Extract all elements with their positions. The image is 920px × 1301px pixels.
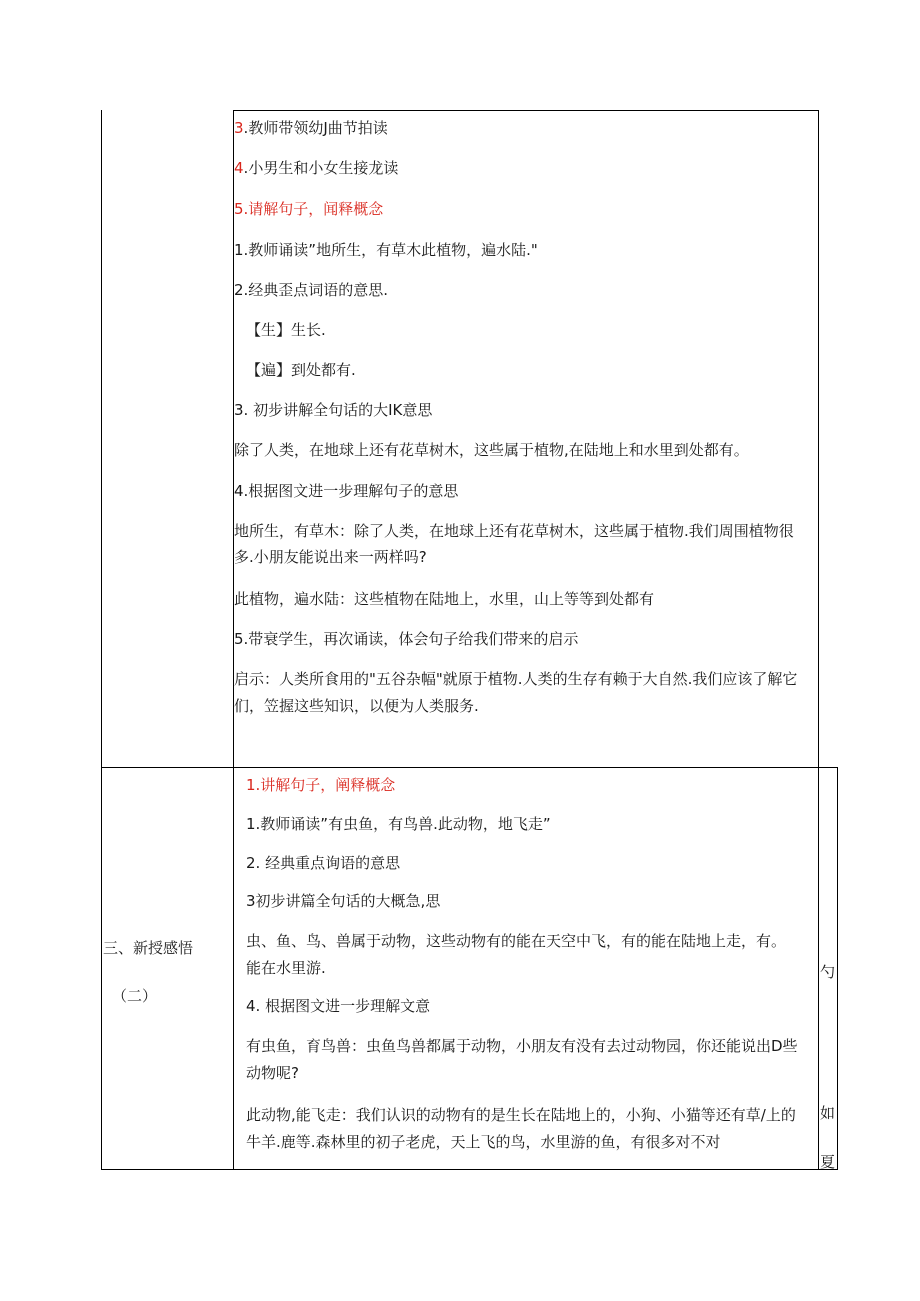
lesson2-explain-heading: 3初步讲篇全句话的大概急,思 bbox=[246, 892, 441, 910]
side-char-3: 夏 bbox=[820, 1153, 836, 1171]
key-words-heading: 2.经典歪点词语的意思. bbox=[234, 281, 389, 299]
step-3-number: 3 bbox=[234, 119, 244, 137]
animals-habitat-line1: 此动物,能飞走：我们认识的动物有的是生长在陆地上的，小狗、小猫等还有草/上的 bbox=[246, 1106, 796, 1124]
side-char-1: 勺 bbox=[820, 963, 836, 981]
teacher-recite-plants: 1.教师诵读”地所生，有草木此植物，遍水陆." bbox=[234, 241, 538, 259]
plants-explanation-line2: 多.小朋友能说出来一两样吗? bbox=[234, 548, 427, 566]
section-title: 三、新授感悟 bbox=[103, 939, 194, 957]
lesson2-key-words: 2. 经典重点询语的意思 bbox=[246, 854, 401, 872]
definition-sheng: 【生】生长. bbox=[246, 321, 326, 339]
plants-everywhere: 此植物，遍水陆：这些植物在陆地上，水里，山上等等到处都有 bbox=[234, 590, 655, 608]
animals-explanation-line2: 能在水里游. bbox=[246, 959, 326, 977]
step-4 bbox=[234, 158, 398, 178]
zoo-question-line2: 动物呢? bbox=[246, 1064, 299, 1082]
lesson2-picture-heading: 4. 根据图文进一步理解文意 bbox=[246, 997, 431, 1015]
picture-text-heading: 4.根据图文进一步理解句子的意思 bbox=[234, 482, 459, 500]
step-3-text: .教师带领幼J曲节拍读 bbox=[243, 119, 388, 137]
step-4-number: 4 bbox=[234, 159, 244, 177]
table-border-top bbox=[233, 110, 819, 111]
table-border-left-upper bbox=[101, 110, 102, 768]
explain-heading: 3. 初步讲解全句话的大IK意思 bbox=[234, 401, 433, 419]
table-border-left-lower bbox=[101, 767, 102, 1170]
inspiration-line2: 们，笠握这些知识，以便为人类服务. bbox=[234, 697, 479, 715]
table-border-right-upper bbox=[818, 110, 819, 768]
plants-explanation-line1: 地所生，有草木：除了人类，在地球上还有花草树木，这些属于植物.我们周围植物很 bbox=[234, 522, 794, 540]
step-4-text: .小男生和小女生接龙读 bbox=[243, 159, 399, 177]
animals-habitat-line2: 牛羊.鹿等.森林里的初子老虎，天上飞的鸟，水里游的鱼，有很多对不对 bbox=[246, 1133, 721, 1151]
side-char-2: 如 bbox=[820, 1104, 836, 1122]
lesson2-step-1-heading: 1.讲解句子，阐释概念 bbox=[246, 776, 396, 794]
table-divider-lower bbox=[233, 767, 234, 1170]
table-border-bottom bbox=[101, 1169, 838, 1170]
step-3 bbox=[234, 118, 388, 138]
explain-body: 除了人类，在地球上还有花草树木，这些属于植物,在陆地上和水里到处都有。 bbox=[234, 441, 749, 459]
step-5-heading: 5.请解句子，闻释概念 bbox=[234, 200, 384, 218]
teacher-recite-animals: 1.教师诵读”有虫鱼，有鸟兽.此动物，地飞走” bbox=[246, 815, 551, 833]
definition-bian: 【遍】到处都有. bbox=[246, 361, 356, 379]
animals-explanation-line1: 虫、鱼、鸟、兽属于动物，这些动物有的能在天空中飞，有的能在陆地上走，有。 bbox=[246, 932, 787, 950]
table-border-right-lower bbox=[837, 767, 838, 1170]
table-divider-side bbox=[818, 767, 819, 1170]
table-row-separator bbox=[101, 767, 838, 768]
reread-heading: 5.带衰学生，再次诵读，体会句子给我们带来的启示 bbox=[234, 630, 579, 648]
inspiration-line1: 启示：人类所食用的"五谷杂幅"就原于植物.人类的生存有赖于大自然.我们应该了解它 bbox=[234, 670, 798, 688]
zoo-question-line1: 有虫鱼，育鸟兽：虫鱼鸟兽都属于动物，小朋友有没有去过动物园，你还能说出D些 bbox=[246, 1037, 798, 1055]
section-subtitle: （二） bbox=[112, 987, 158, 1005]
